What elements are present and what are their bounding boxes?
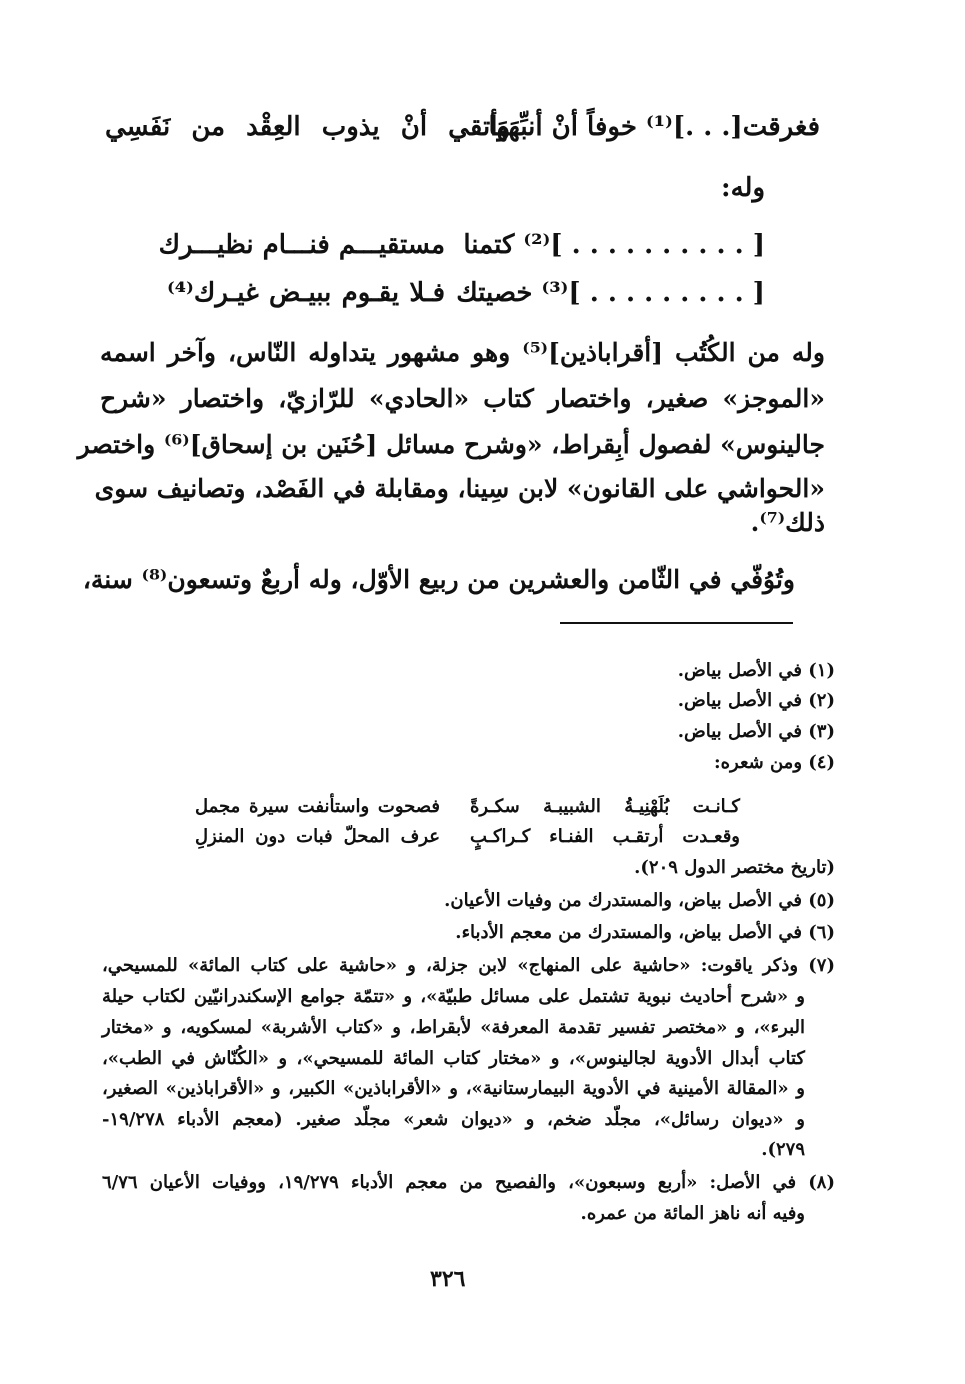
verse-2-second-hemistich: مستقيـــم فنـــام نظيـــرك [158, 230, 445, 260]
footnote-7-line-2: و «شرح أحاديث نبوية تشتمل على مسائل طبيّة»، و «تتمّة جوامع الإسكندرانيّين لكتاب حيلة [102, 986, 805, 1007]
page-number: ٣٢٦ [430, 1266, 466, 1292]
footnote-4-poem-2-right: وقعـدت أرتقـب الفنـاء كـراكـبٍ [470, 826, 740, 847]
footnote-separator [560, 622, 793, 624]
footnote-2: (٢) في الأصل بياض. [677, 690, 835, 711]
verse-1-first-hemistich: فغرقت[. . .]⁽¹⁾ خوفاً أنْ أنبِّهَهَا [488, 112, 820, 142]
paragraph-1-line-1: وله من الكُتُب [أقراباذين]⁽⁵⁾ وهو مشهور يتداوله النّاس، وآخر اسمه [100, 338, 825, 367]
footnote-3: (٣) في الأصل بياض. [677, 721, 835, 742]
verse-3-first-hemistich: [ . . . . . . . . . ]⁽³⁾ خصيتك [456, 278, 765, 308]
footnote-7-line-5: و «المقالة الأمينية في الأدوية البيمارستانية»، و «الأقراباذين» الكبير، و «الأقراباذين» الصغير، [102, 1078, 805, 1099]
footnote-7-line-6: و «ديوان رسائل»، مجلّد ضخم، و «ديوان شعر» مجلّد صغير. (معجم الأدباء ١٩/٢٧٨- [102, 1109, 805, 1130]
footnote-1: (١) في الأصل بياض. [677, 660, 835, 681]
paragraph-1-line-3: جالينوس» لفصول أبِقراط، «وشرح مسائل [حُنَين بن إسحاق]⁽⁶⁾ واختصر [77, 430, 825, 459]
verse-1-second-hemistich: وأتقي أنْ يذوب العِقْد من نَفَسِي [105, 112, 510, 142]
footnote-5: (٥) في الأصل بياض، والمستدرك من وفيات الأعيان. [444, 890, 835, 911]
footnote-7-line-4: كتاب أبدال الأدوية لجالينوس»، و «مختار كتاب المائة للمسيحي»، و «الكُنّاش في الطب»، [102, 1048, 805, 1069]
paragraph-1-line-2: «الموجز» صغير، واختصار كتاب «الحادي» للرّازيّ، واختصار «شرح [100, 384, 825, 413]
footnote-4-poem-1-right: كـانـت بُلَهْنِيـةُ الشبيبـة سكـرةً [470, 796, 740, 817]
verse-3-second-hemistich: فـلا يقـوم ببيـض غيـرك⁽⁴⁾ [167, 278, 445, 308]
verse-2-first-hemistich: [ . . . . . . . . . . ]⁽²⁾ كتمنا [463, 230, 765, 260]
footnote-8-line-1: (٨) في الأصل: «أربع وسبعون»، والفصيح من معجم الأدباء ١٩/٢٧٩، ووفيات الأعيان ٦/٧٦ [102, 1172, 835, 1193]
footnote-7-line-7: ٢٧٩). [761, 1139, 805, 1160]
paragraph-1-line-5: ذلك⁽⁷⁾. [750, 508, 825, 537]
footnote-4-source: (تاريخ مختصر الدول ٢٠٩). [634, 857, 835, 878]
footnote-7-line-3: البرء»، و «مختصر تفسير تقدمة المعرفة» لأبقراط، و «كتاب الأشربة» لمسكويه، و «مختار [102, 1017, 805, 1038]
verse-heading: وله: [720, 173, 765, 203]
footnote-7-line-1: (٧) وذكر ياقوت: «حاشية على المنهاج» لابن جزلة، و «حاشية على كتاب المائة» للمسيحي، [102, 955, 835, 976]
paragraph-1-line-4: «الحواشي على القانون» لابن سِينا، ومقابلة في الفَصْد، وتصانيف سوى [94, 474, 825, 503]
footnote-4-poem-1-left: فصحوت واستأنفت سيرة مجمل [195, 796, 440, 817]
paragraph-2: وتُوُفّي في الثّامن والعشرين من ربيع الأوّل، وله أربعٌ وتسعون⁽⁸⁾ سنة، [82, 565, 795, 594]
footnote-4-poem-2-left: عرف المحلّ فبات دون المنزلِ [195, 826, 440, 847]
footnote-8-line-2: وفيه أنه ناهز المائة من عمره. [580, 1203, 805, 1224]
footnote-4: (٤) ومن شعره: [713, 752, 835, 773]
footnote-6: (٦) في الأصل بياض، والمستدرك من معجم الأدباء. [455, 922, 835, 943]
